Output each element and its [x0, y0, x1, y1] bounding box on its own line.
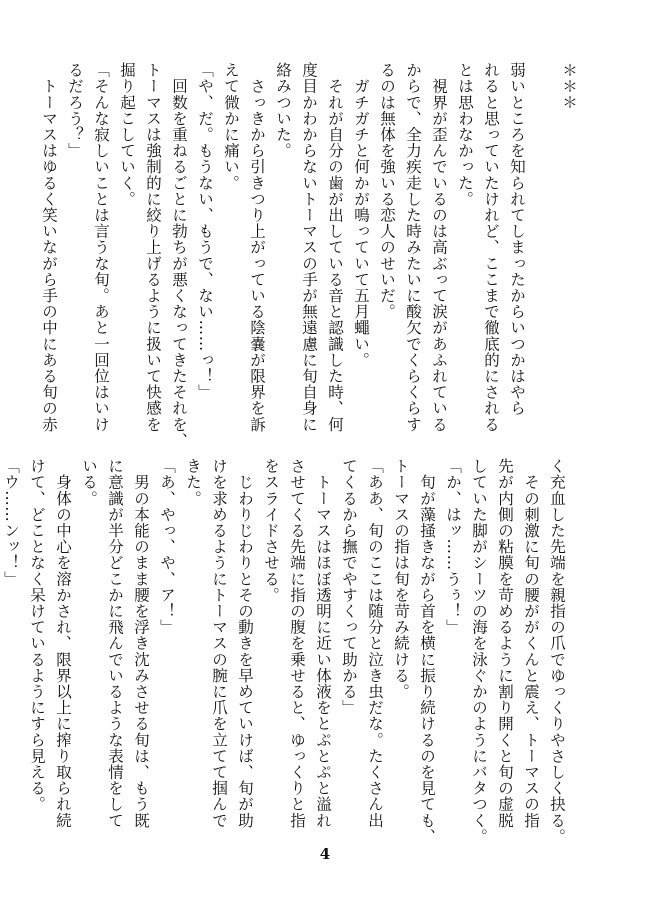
- text-line: 視界が歪んでいるのは高ぶって涙があふれている: [430, 62, 448, 433]
- text-line: さっきから引きつり上がっている陰嚢が限界を訴: [248, 62, 266, 433]
- text-line: ＊＊＊: [560, 62, 578, 111]
- text-line: けを求めるようにトーマスの腕に爪を立てて掴んで: [210, 458, 228, 829]
- text-line: [530, 62, 556, 432]
- text-line: 「そんな寂しいことは言うな旬。あと一回位はいけ: [92, 62, 110, 433]
- text-line: るのは無体を強いる恋人のせいだ。: [378, 62, 396, 320]
- text-line: 絡みついた。: [274, 62, 292, 159]
- text-line: 弱いところを知られてしまったからいつかはやら: [508, 62, 526, 417]
- text-line: 度目かわからないトーマスの手が無遠慮に旬自身に: [300, 62, 318, 433]
- text-line: るだろう？」: [66, 62, 84, 159]
- text-line: けて、どことなく呆けているようにすら見える。: [28, 458, 46, 813]
- text-line: ガチガチと何かが鳴っていて五月蠅い。: [352, 62, 370, 368]
- lower-text-block: [0, 458, 570, 845]
- text-line: 「ああ、旬のここは随分と泣き虫だな。たくさん出: [366, 458, 384, 829]
- page-number: 4: [319, 845, 331, 863]
- text-line: 旬が藻掻きながら首を横に振り続けるのを見ても、: [418, 458, 436, 845]
- text-line: とは思わなかった。: [456, 62, 474, 207]
- text-line: 「や、だ。もうない、もうで、ない……っ！」: [196, 62, 214, 401]
- text-line: きた。: [184, 458, 202, 507]
- text-line: それが自分の歯が出している音と認識した時、何: [326, 62, 344, 433]
- text-line: れると思っていたけれど、ここまで徹底的にされる: [482, 62, 500, 433]
- text-line: いる。: [80, 458, 98, 507]
- text-line: 身体の中心を溶かされ、限界以上に搾り取られ続: [54, 458, 72, 829]
- text-line: てくるから撫でやすくって助かる」: [340, 458, 358, 716]
- text-line: に意識が半分どこかに飛んでいるような表情をして: [106, 458, 124, 829]
- text-line: トーマスは強制的に絞り上げるように扱いて快感を: [144, 62, 162, 433]
- text-line: トーマスはゆるく笑いながら手の中にある旬の赤: [40, 62, 58, 433]
- text-line: していた脚がシーツの海を泳ぐかのようにバタつく。: [470, 458, 488, 845]
- text-line: トーマスの指は旬を苛み続ける。: [392, 458, 410, 700]
- text-line: トーマスはほぼ透明に近い体液をとぷとぷと溢れ: [314, 458, 332, 829]
- text-line: をスライドさせる。: [262, 458, 280, 603]
- text-line: 男の本能のまま腰を浮き沈みさせる旬は、もう既: [132, 458, 150, 829]
- text-line: からで、全力疾走した時みたいに酸欠でくらくらす: [404, 62, 422, 433]
- text-line: 「か、はッ……うぅ！」: [444, 458, 462, 636]
- upper-text-block: [36, 62, 582, 449]
- text-line: させてくる先端に指の腹を乗せると、ゆっくりと指: [288, 458, 306, 829]
- text-line: く充血した先端を親指の爪でゆっくりやさしく抉る。: [548, 458, 566, 845]
- text-line: 掘り起こしていく。: [118, 62, 136, 207]
- text-line: えて微かに痛い。: [222, 62, 240, 191]
- text-line: 回数を重ねるごとに勃ちが悪くなってきたそれを、: [170, 62, 188, 449]
- text-line: 先が内側の粘膜を苛めるように割り開くと旬の虚脱: [496, 458, 514, 829]
- text-line: その刺激に旬の腰ががくんと震え、トーマスの指: [522, 458, 540, 829]
- text-line: 「あ、やっ、や、ア！」: [158, 458, 176, 636]
- text-line: じわりじわりとその動きを早めていけば、旬が助: [236, 458, 254, 829]
- text-line: 「ウ……ンッ！」: [2, 458, 20, 587]
